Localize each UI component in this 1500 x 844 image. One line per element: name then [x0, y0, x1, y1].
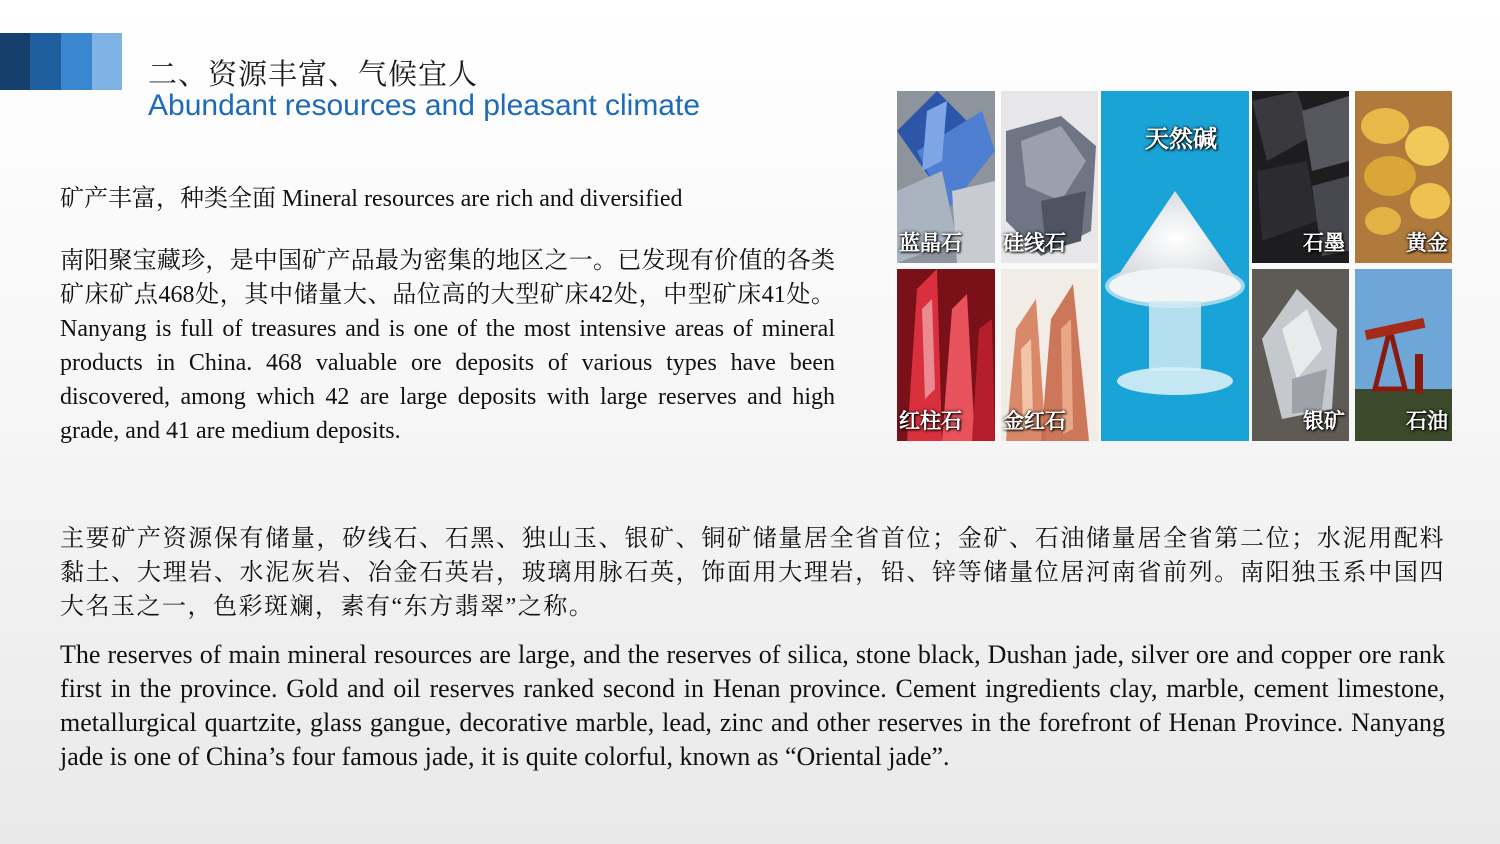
silver-photo: [1252, 269, 1349, 441]
accent-bar-3: [61, 33, 92, 90]
rutile-label: 金红石: [1003, 409, 1066, 433]
graphite-photo: [1252, 91, 1349, 263]
graphite-label: 石墨: [1303, 231, 1345, 255]
accent-bar-4: [92, 33, 122, 90]
oil-photo: [1355, 269, 1452, 441]
gold-photo: [1355, 91, 1452, 263]
andalusite-photo: [897, 269, 995, 441]
reserves-paragraph-chinese: 主要矿产资源保有储量，矽线石、石黑、独山玉、银矿、铜矿储量居全省首位；金矿、石油储量居全省第二位；水泥用配料黏土、大理岩、水泥灰岩、冶金石英岩，玻璃用脉石英，饰面用大理岩，铅、锌等储量位居河南省前列。南阳独玉系中国四大名玉之一，色彩斑斓，素有“东方翡翠”之称。: [60, 526, 1445, 620]
header-accent-bars: [0, 33, 122, 90]
minerals-photo-collage: [897, 91, 1452, 441]
reserves-paragraph-english: The reserves of main mineral resources are large, and the reserves of silica, stone black, Dushan jade, silver ore and copper ore rank first in the province. Gold and oil reserves ranked second in Henan province. Cement ingredients clay, marble, cement limestone, metallurgical quartzite, glass gangue, decorative marble, lead, zinc and other reserves in the forefront of Henan Province. Nanyang jade is one of China’s four famous jade, it is quite colorful, known as “Oriental jade”.: [60, 640, 1445, 771]
oil-label: 石油: [1406, 409, 1448, 433]
kyanite-label: 蓝晶石: [899, 231, 962, 255]
accent-bar-1: [0, 33, 30, 90]
silver-label: 银矿: [1303, 409, 1345, 433]
rutile-photo: [1001, 269, 1098, 441]
section-heading: 矿产丰富，种类全面 Mineral resources are rich and diversified: [60, 186, 683, 212]
sillimanite-label: 硅线石: [1003, 231, 1066, 255]
page-title-chinese: 二、资源丰富、气候宜人: [148, 57, 479, 91]
deposits-paragraph: 南阳聚宝藏珍，是中国矿产品最为密集的地区之一。已发现有价值的各类矿床矿点468处，其中储量大、品位高的大型矿床42处，中型矿床41处。Nanyang is full of treasures and is one of the most intensive areas of mineral products in China. 468 valuable ore deposits of various types have been discovered, among which 42 are large deposits with large reserves and high grade, and 41 are medium deposits.: [60, 248, 835, 444]
andalusite-label: 红柱石: [899, 409, 962, 433]
gold-label: 黄金: [1406, 231, 1448, 255]
trona-photo: [1101, 91, 1249, 441]
sillimanite-photo: [1001, 91, 1098, 263]
accent-bar-2: [30, 33, 61, 90]
trona-label: 天然碱: [1145, 125, 1217, 153]
kyanite-photo: [897, 91, 995, 263]
page-title-english: Abundant resources and pleasant climate: [148, 89, 701, 122]
